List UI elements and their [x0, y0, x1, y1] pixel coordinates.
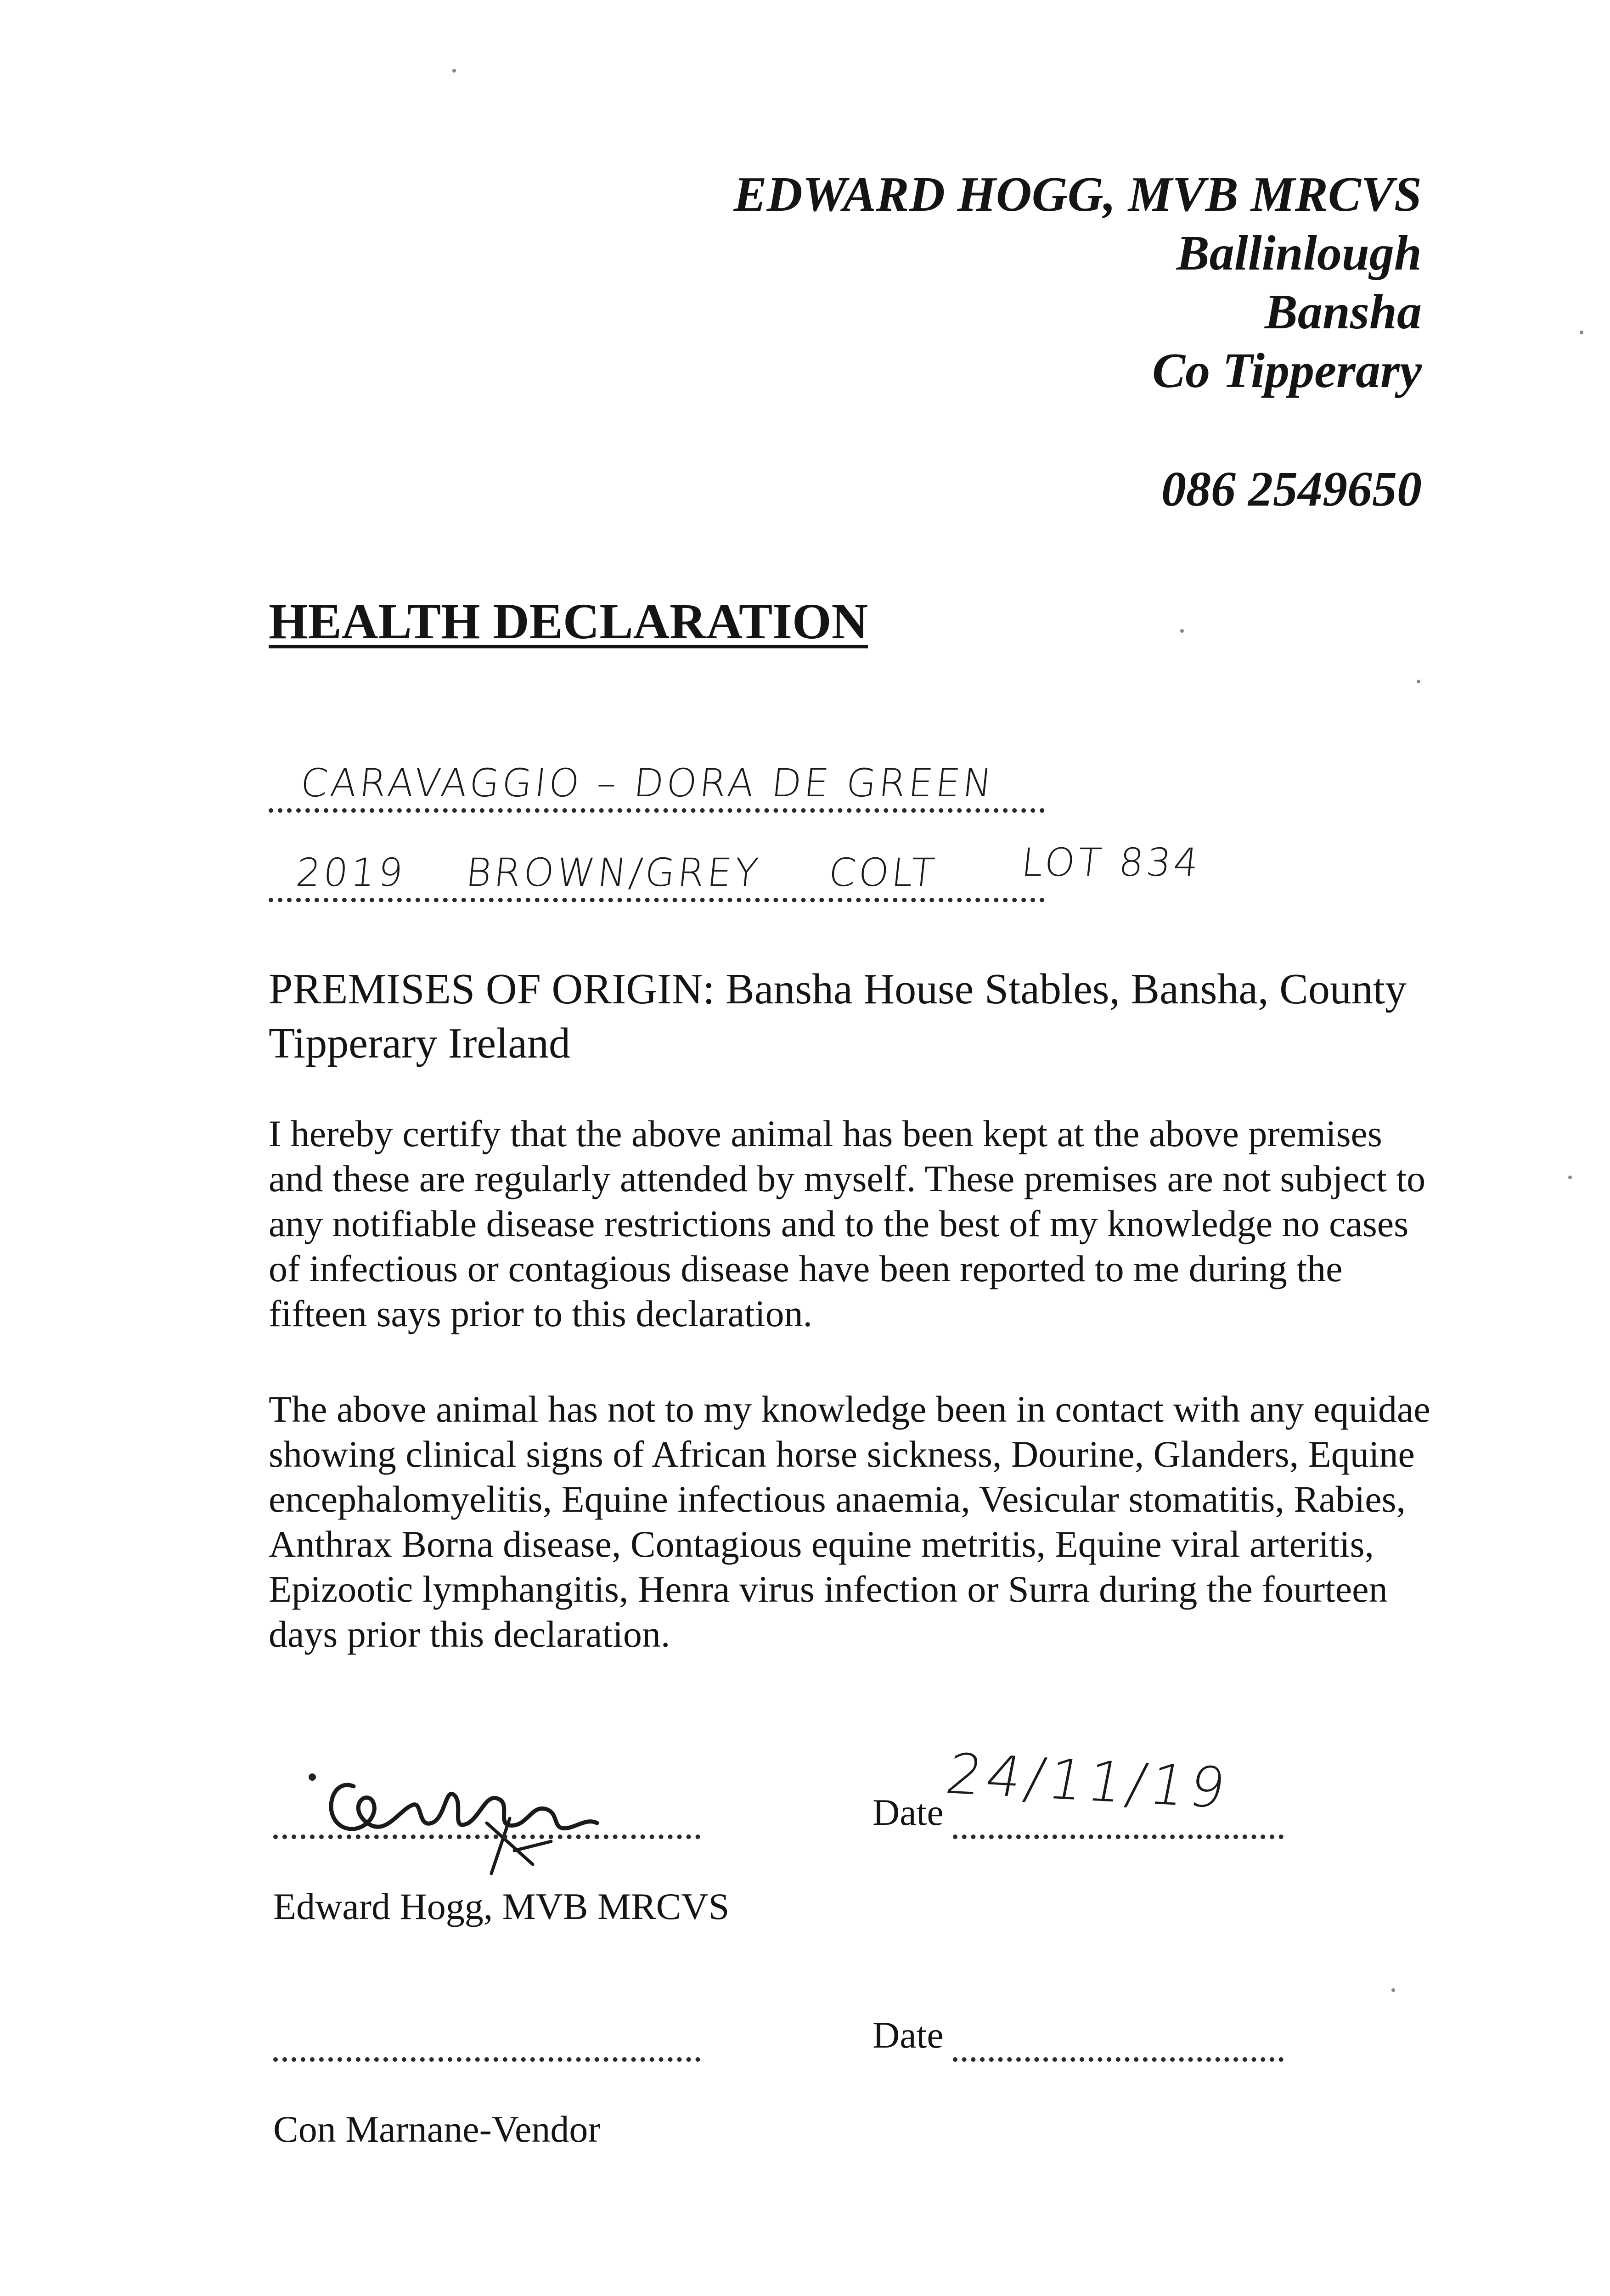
vet-signature [294, 1745, 625, 1883]
animal-description: BROWN/GREY [463, 850, 763, 895]
vet-date-value: 24/11/19 [941, 1742, 1235, 1821]
letterhead-address-line1: Ballinlough [1176, 226, 1422, 281]
animal-breeding: CARAVAGGIO – DORA DE GREEN [298, 760, 997, 805]
scan-speck [1417, 680, 1420, 683]
document-title: HEALTH DECLARATION [269, 593, 868, 649]
scan-speck [1391, 1988, 1395, 1992]
scan-speck [1180, 629, 1184, 633]
vet-date-line [953, 1830, 1283, 1839]
certification-paragraph: I hereby certify that the above animal has been kept at the above premises and these are regularly attended by myself. These premises are not subject to any notifiable disease restrictions and to the best of my knowledge no cases of infectious or contagious disease have been reported to me during the fifteen says prior to this declaration. [269, 1113, 1426, 1334]
scan-speck [452, 69, 456, 73]
disease-contact-paragraph: The above animal has not to my knowledge been in contact with any equidae showing clinical signs of African horse sickness, Dourine, Glanders, Equine encephalomyelitis, Equine infectious anaemia, Vesicular stomatitis, Rabies, Anthrax Borna disease, Contagious equine metritis, Equine viral arteritis, Epizootic lymphangitis, Henra virus infection or Surra during the fourteen days prior this declaration. [269, 1388, 1430, 1655]
vet-signature-line [273, 1830, 700, 1839]
letterhead-address-line2: Bansha [1264, 285, 1422, 339]
animal-details-line [269, 840, 1204, 902]
animal-lot: LOT 834 [1019, 840, 1204, 885]
premises-of-origin: PREMISES OF ORIGIN: Bansha House Stables, Bansha, County Tipperary Ireland [269, 965, 1407, 1067]
scan-speck [1580, 331, 1583, 334]
scan-speck [1568, 1176, 1572, 1179]
vendor-signature-line [273, 2053, 700, 2062]
vet-date-label: Date [873, 1791, 944, 1833]
letterhead-phone: 086 2549650 [1161, 462, 1422, 517]
vendor-date-line [953, 2053, 1283, 2062]
letterhead-name: EDWARD HOGG, MVB MRCVS [733, 167, 1422, 222]
animal-sex: COLT [826, 850, 940, 895]
vet-signer-name: Edward Hogg, MVB MRCVS [273, 1885, 730, 1927]
letterhead-address-line3: Co Tipperary [1152, 343, 1422, 398]
vendor-date-label: Date [873, 2014, 944, 2056]
letterhead [734, 165, 1422, 519]
animal-year: 2019 [293, 850, 408, 895]
vendor-signer-name: Con Marnane-Vendor [273, 2108, 601, 2150]
animal-breeding-line [269, 758, 1045, 813]
